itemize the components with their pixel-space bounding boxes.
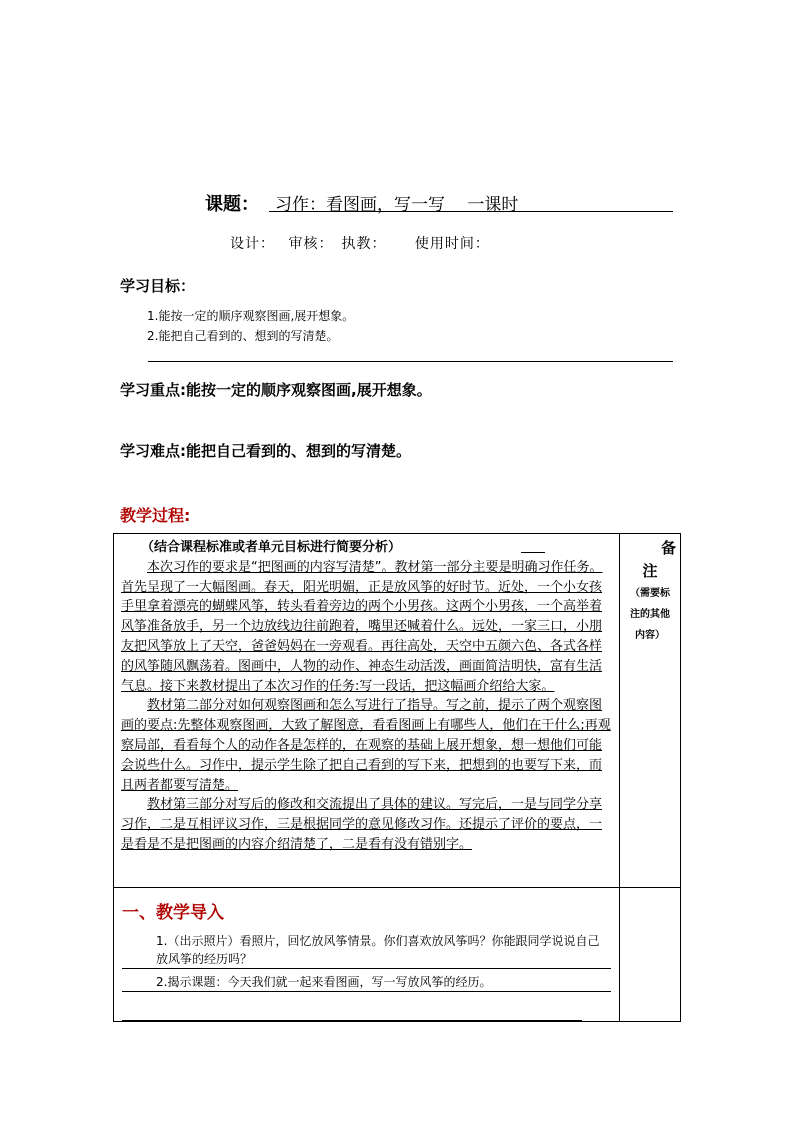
side-note-title	[620, 537, 680, 583]
heading-underline	[521, 539, 545, 553]
intro-side-cell	[620, 888, 681, 1022]
key-point: 学习重点:能按一定的顺序观察图画,展开想象。	[120, 381, 432, 399]
intro-line: 2.揭示课题：今天我们就一起来看图画，写一写放风筝的经历。	[122, 973, 611, 992]
blank-answer-line	[122, 1006, 582, 1021]
objective-item: 1.能按一定的顺序观察图画,展开想象。	[147, 309, 355, 323]
analysis-paragraph: 教材第三部分对写后的修改和交流提出了具体的建议。写完后，一是与同学分享习作，二是互相评议习作，三是根据同学的意见修改习作。还提示了评价的要点，一是看是不是把图画的内容介绍清楚了，二是看有没有错别字。	[121, 797, 603, 852]
lesson-table	[113, 533, 681, 1022]
intro-cell	[114, 888, 620, 1022]
analysis-heading	[121, 538, 612, 558]
side-note-text	[620, 583, 680, 646]
analysis-heading-text: （结合课程标准或者单元目标进行简要分析）	[141, 540, 402, 555]
objectives-list	[147, 306, 354, 346]
analysis-paragraph: 教材第二部分对如何观察图画和怎么写进行了指导。写之前，提示了两个观察图画的要点:先整体观察图画，大致了解图意，看看图画上有哪些人，他们在干什么;再观察局部，看看每个人的动作各是怎样的，在观察的基础上展开想象，想一想他们可能会说些什么。习作中，提示学生除了把自己看到的写下来，把想到的也要写下来，而且两者都要写清楚。	[121, 698, 611, 793]
analysis-cell	[114, 534, 620, 888]
analysis-paragraph: 本次习作的要求是“把图画的内容写清楚”。教材第一部分主要是明确习作任务。首先呈现了一大幅图画。春天，阳光明媚，正是放风筝的好时节。近处，一个小女孩手里拿着漂亮的蝴蝶风筝，转头看着旁边的两个小男孩。这两个小男孩，一个高举着风筝准备放手，另一个边放线边往前跑着，嘴里还喊着什么。远处，一家三口，小朋友把风筝放上了天空，爸爸妈妈在一旁观看。再往高处，天空中五颜六色、各式各样的风筝随风飘荡着。图画中，人物的动作、神态生动活泼，画面简洁明快，富有生活气息。接下来教材提出了本次习作的任务:写一段话，把这幅画介绍给大家。	[121, 559, 603, 694]
side-note-line: （需要标	[630, 588, 670, 599]
side-note-title-2: 注	[642, 562, 658, 580]
objectives-heading: 学习目标：	[120, 277, 196, 295]
objective-item: 2.能把自己看到的、想到的写清楚。	[147, 329, 339, 343]
title-label: 课题：	[205, 194, 259, 215]
title-row	[205, 190, 675, 214]
process-heading: 教学过程:	[120, 506, 191, 525]
objectives-divider	[148, 361, 673, 362]
side-note-line: 注的其他	[630, 609, 670, 620]
meta-row: 设计： 审核： 执教： 使用时间：	[230, 236, 490, 252]
side-note-title-1: 备	[660, 539, 676, 557]
side-note-cell	[620, 534, 681, 888]
difficulty-point: 学习难点:能把自己看到的、想到的写清楚。	[120, 442, 412, 460]
intro-line: 1.（出示照片）看照片，回忆放风筝情景。你们喜欢放风筝吗？你能跟同学说说自己放风筝的经历吗？	[122, 932, 611, 969]
side-note-line: 内容）	[635, 630, 665, 641]
intro-heading: 一、教学导入	[122, 903, 224, 923]
title-value	[269, 190, 673, 215]
title-text: 习作：看图画，写一写 一课时	[275, 195, 519, 215]
